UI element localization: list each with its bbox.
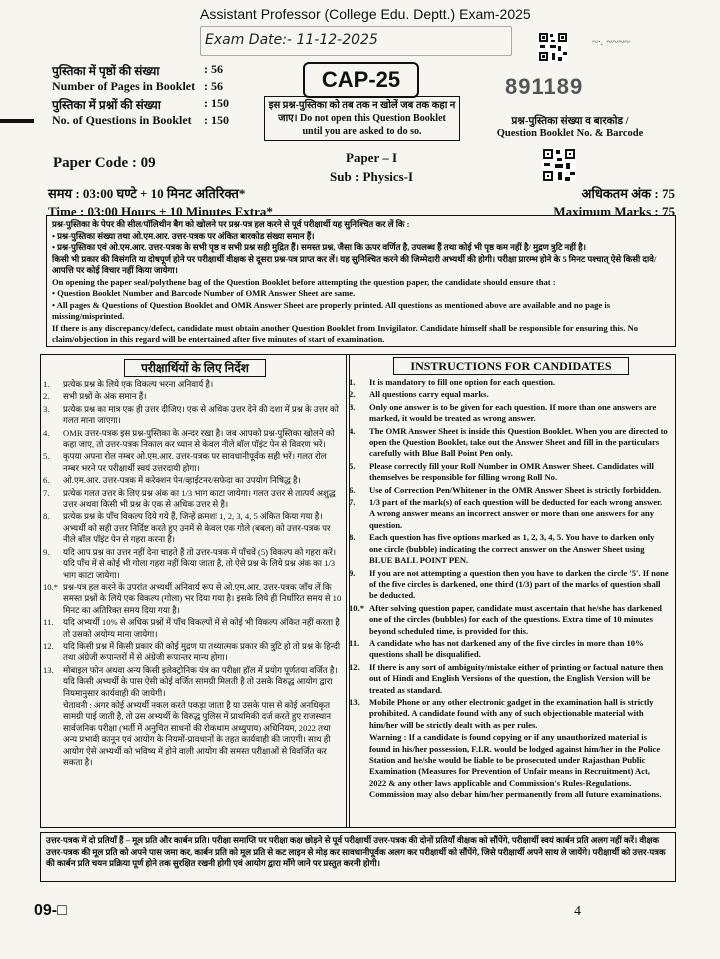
instruction-item bbox=[43, 379, 343, 390]
instruction-number: 10.* bbox=[349, 602, 365, 613]
instruction-item bbox=[349, 389, 669, 400]
instruction-number: 1. bbox=[43, 379, 50, 389]
instruction-text: Warning : If a candidate is found copying or if any unauthorized material is found in his/her possession, F.I.R. would be lodged against him/her in the Police Station and he/she would be liable to be prosecuted under Rajasthan Public Examination (Measures for Prevention of Unfair means in Recruitment) Act, 2022 & any other laws applicable and Commission's Rules-Regulations. Commission may also debar him/her permanently from all future examinations. bbox=[369, 732, 662, 800]
instruction-text: OMR उत्तर-पत्रक इस प्रश्न-पुस्तिका के अन्दर रखा है। जब आपको प्रश्न-पुस्तिका खोलने को कहा जाए, तो उत्तर-पत्रक निकाल कर ध्यान से केवल नीले बॉल पॉइंट पेन से विवरण भरें। bbox=[63, 427, 335, 450]
instruction-number: 6. bbox=[349, 484, 356, 495]
notice-line: • प्रश्न-पुस्तिका एवं ओ.एम.आर. उत्तर-पत्रक के सभी पृष्ठ व सभी प्रश्न सही मुद्रित हैं। समस्त प्रश्न, जैसा कि ऊपर वर्णित है, उपलब्ध हैं तथा कोई भी पृष्ठ कम नहीं है/ मुद्रण त्रुटि नहीं है। bbox=[52, 242, 586, 252]
instruction-text: चेतावनी : अगर कोई अभ्यर्थी नकल करते पकड़ा जाता है या उसके पास से कोई अनधिकृत सामग्री पाई जाती है, तो उस अभ्यर्थी के विरुद्ध पुलिस में प्राथमिकी दर्ज करते हुए राजस्थान सार्वजनिक परीक्षा (भर्ती में अनुचित साधनों की रोकथाम अध्युपाय) अधिनियम, 2022 तथा अन्य प्रभावी कानून एवं आयोग के नियमों-प्रावधानों के तहत कार्यवाही की जाएगी। साथ ही आयोग ऐसे अभ्यर्थी को भविष्य में होने वाली आयोग की समस्त परीक्षाओं से विवर्जित कर सकता है। bbox=[63, 699, 332, 767]
instruction-text: प्रत्येक प्रश्न का मात्र एक ही उत्तर दीजिए। एक से अधिक उत्तर देने की दशा में प्रश्न के उत्तर को गलत माना जाएगा। bbox=[63, 403, 339, 426]
instruction-number: 4. bbox=[349, 425, 356, 436]
footer-note: उत्तर-पत्रक में दो प्रतियाँ हैं – मूल प्रति और कार्बन प्रति। परीक्षा समाप्ति पर परीक्षा कक्ष छोड़ने से पूर्व परीक्षार्थी उत्तर-पत्रक की दोनों प्रतियाँ वीक्षक को सौंपेंगे, परीक्षार्थी स्वयं कार्बन प्रति अलग नहीं करें। वीक्षक उत्तर-पत्रक की मूल प्रति को अपने पास जमा कर, कार्बन प्रति को मूल प्रति से कट लाइन से मोड़ कर सावधानीपूर्वक अलग कर परीक्षार्थी को सौंपेंगे, जिसे परीक्षार्थी अपने साथ ले जायेंगे। परीक्षार्थी को उत्तर-पत्रक की कार्बन प्रति चयन प्रक्रिया पूर्ण होने तक सुरक्षित रखनी होगी एवं आयोग द्वारा माँगे जाने पर प्रस्तुत करनी होगी। bbox=[40, 832, 676, 882]
exam-title: Assistant Professor (College Edu. Deptt.) Exam-2025 bbox=[200, 6, 531, 22]
paper-number: Paper – I bbox=[346, 150, 398, 165]
marks-english: Maximum Marks : 75 bbox=[553, 204, 675, 219]
notice-line: • प्रश्न-पुस्तिका संख्या तथा ओ.एम.आर. उत्तर-पत्रक पर अंकित बारकोड संख्या समान हैं। bbox=[52, 230, 315, 241]
instruction-item bbox=[349, 732, 669, 800]
instruction-number: 4. bbox=[43, 427, 50, 438]
instruction-text: If there is any sort of ambiguity/mistake either of printing or factual nature then out of Hindi and English Versions of the question, the English Version will be treated as standard. bbox=[369, 661, 664, 695]
instruction-number: 9. bbox=[349, 567, 356, 578]
instruction-text: The OMR Answer Sheet is inside this Question Booklet. When you are directed to open the Question Booklet, take out the Answer Sheet and fill in the particulars carefully with Blue Ball Point Pen only. bbox=[369, 425, 668, 459]
hindi-instructions-title: परीक्षार्थियों के लिए निर्देश bbox=[124, 359, 266, 377]
pages-english-value: : 56 bbox=[204, 79, 223, 93]
instruction-text: यदि किसी प्रश्न में किसी प्रकार की कोई मुद्रण या तथ्यात्मक प्रकार की त्रुटि हो तो प्रश्न के हिन्दी तथा अंग्रेजी रूपान्तरों में से अंग्रेजी रूपान्तर मान्य होगा। bbox=[63, 640, 341, 663]
booklet-number: 891189 bbox=[505, 74, 584, 99]
seal-notice: इस प्रश्न-पुस्तिका को तब तक न खोलें जब तक कहा न जाए। Do not open this Question Booklet until you are asked to do so. bbox=[264, 96, 460, 141]
instruction-text: यदि अभ्यर्थी 10% से अधिक प्रश्नों में पाँच विकल्पों में से कोई भी विकल्प अंकित नहीं करता है तो उसको अयोग्य माना जायेगा। bbox=[63, 617, 340, 639]
instruction-item bbox=[349, 426, 669, 460]
instruction-number: 2. bbox=[349, 389, 356, 400]
instruction-item bbox=[349, 485, 669, 496]
paper-subject: Sub : Physics-I bbox=[330, 169, 414, 184]
instruction-text: कृपया अपना रोल नम्बर ओ.एम.आर. उत्तर-पत्रक पर सावधानीपूर्वक सही भरें। गलत रोल नम्बर भरने पर परीक्षार्थी स्वयं उत्तरदायी होगा। bbox=[63, 451, 327, 473]
barcode-icon bbox=[542, 148, 576, 182]
instruction-text: Use of Correction Pen/Whitener in the OMR Answer Sheet is strictly forbidden. bbox=[369, 484, 662, 495]
instruction-number: 5. bbox=[349, 460, 356, 471]
instruction-text: It is mandatory to fill one option for each question. bbox=[369, 377, 556, 387]
notice-line: • Question Booklet Number and Barcode Number of OMR Answer Sheet are same. bbox=[52, 288, 356, 298]
instruction-item bbox=[349, 497, 669, 531]
instruction-item bbox=[43, 511, 343, 545]
instruction-item bbox=[43, 547, 343, 581]
instruction-number: 13. bbox=[43, 664, 54, 675]
instruction-item bbox=[349, 603, 669, 637]
cap-code-badge: CAP-25 bbox=[303, 62, 419, 98]
instruction-number: 2. bbox=[43, 391, 50, 402]
instruction-item bbox=[43, 428, 343, 451]
instruction-number: 3. bbox=[43, 403, 50, 414]
questions-hindi-value: : 150 bbox=[204, 96, 229, 110]
instruction-item bbox=[43, 404, 343, 427]
paper-title bbox=[330, 150, 413, 185]
page-code: 09-□ bbox=[34, 902, 67, 919]
hindi-instructions bbox=[40, 354, 350, 828]
instruction-text: ओ.एम.आर. उत्तर-पत्रक में करेक्शन पेन/व्हाईटनर/सफेदा का उपयोग निषिद्ध है। bbox=[63, 475, 301, 486]
instruction-number: 12. bbox=[43, 640, 54, 651]
questions-hindi-label: पुस्तिका में प्रश्नों की संख्या bbox=[52, 98, 161, 112]
marks-hindi: अधिकतम अंक : 75 bbox=[581, 186, 675, 201]
instruction-text: A candidate who has not darkened any of the five circles in more than 10% questions shall be disqualified. bbox=[369, 637, 644, 660]
notice-line: If there is any discrepancy/defect, candidate must obtain another Question Booklet from Invigilator. Candidate himself shall be responsible for ensuring this. No claim/objection in this regard will be entertained after five minutes of start of examination. bbox=[52, 322, 639, 344]
instruction-number: 8. bbox=[349, 532, 356, 543]
instruction-item bbox=[349, 697, 669, 731]
instruction-item bbox=[349, 638, 669, 661]
instruction-item bbox=[43, 700, 343, 768]
instruction-number: 12. bbox=[349, 661, 360, 672]
instruction-item bbox=[43, 617, 343, 640]
instruction-text: यदि आप प्रश्न का उत्तर नहीं देना चाहते हैं तो उत्तर-पत्रक में पाँचवें (5) विकल्प को गहरा करें। यदि पाँच में से कोई भी गोला गहरा नहीं किया जाता है, तो ऐसे प्रश्न के लिये प्रश्न अंक का 1/3 भाग काटा जायेगा। bbox=[63, 546, 337, 580]
exam-date: Exam Date:- 11-12-2025 bbox=[205, 32, 378, 48]
instruction-number bbox=[349, 732, 369, 800]
instruction-item bbox=[43, 475, 343, 486]
instruction-item bbox=[43, 582, 343, 616]
instruction-number: 11. bbox=[349, 637, 360, 648]
instruction-text: After solving question paper, candidate must ascertain that he/she has darkened one of the circles (bubbles) for each of the questions. Extra time of 10 minutes beyond scheduled time, is provided for this. bbox=[369, 602, 662, 636]
instruction-item bbox=[349, 532, 669, 566]
time-hindi: समय : 03:00 घण्टे + 10 मिनट अतिरिक्त* bbox=[48, 186, 246, 201]
notice-line: On opening the paper seal/polythene bag of the Question Booklet before attempting the question paper, the candidate should ensure that : bbox=[52, 276, 556, 287]
english-instructions-title: INSTRUCTIONS FOR CANDIDATES bbox=[393, 357, 628, 375]
instruction-text: सभी प्रश्नों के अंक समान हैं। bbox=[63, 391, 147, 402]
pages-hindi-value: : 56 bbox=[204, 62, 223, 76]
time-english: Time : 03:00 Hours + 10 Minutes Extra* bbox=[48, 204, 273, 219]
english-instructions-list bbox=[347, 377, 675, 801]
instruction-text: प्रत्येक गलत उत्तर के लिए प्रश्न अंक का 1/3 भाग काटा जायेगा। गलत उत्तर से तात्पर्य अशुद्ध उत्तर अथवा किसी भी प्रश्न के एक से अधिक उत्तर से है। bbox=[63, 487, 336, 510]
instruction-text: Please correctly fill your Roll Number in OMR Answer Sheet. Candidates will themselves be responsible for filling wrong Roll No. bbox=[369, 460, 654, 483]
instruction-text: If you are not attempting a question then you have to darken the circle '5'. If none of the five circles is darkened, one third (1/3) part of the marks of question shall be deducted. bbox=[369, 567, 669, 601]
instruction-text: All questions carry equal marks. bbox=[369, 389, 489, 400]
instruction-item bbox=[43, 665, 343, 699]
booklet-label-english: Question Booklet No. & Barcode bbox=[496, 128, 644, 139]
questions-english-value: : 150 bbox=[204, 113, 229, 127]
instruction-number: 9. bbox=[43, 546, 50, 557]
notice-line: • All pages & Questions of Question Booklet and OMR Answer Sheet are properly printed. All questions as mentioned above are available and no page is missing/misprinted. bbox=[52, 299, 611, 321]
instruction-text: Only one answer is to be given for each question. If more than one answers are marked, it would be treated as wrong answer. bbox=[369, 401, 657, 424]
paper-code: Paper Code : 09 bbox=[53, 155, 156, 171]
instruction-number: 7. bbox=[349, 497, 356, 508]
notice-line: प्रश्न-पुस्तिका के पेपर की सील/पॉलिथीन बैग को खोलने पर प्रश्न-पत्र हल करने से पूर्व परीक्षार्थी यह सुनिश्चित कर लें कि : bbox=[52, 219, 410, 229]
qr-code-icon bbox=[538, 32, 568, 62]
instruction-text: प्रश्न-पत्र हल करने के उपरांत अभ्यर्थी अनिवार्य रूप से ओ.एम.आर. उत्तर-पत्रक जाँच लें कि समस्त प्रश्नों के लिये एक विकल्प (गोला) भर दिया गया है। इसके लिये ही निर्धारित समय से 10 मिनट का अतिरिक्त समय दिया गया है। bbox=[63, 581, 342, 615]
instruction-number: 8. bbox=[43, 511, 50, 522]
instruction-text: प्रत्येक प्रश्न के पाँच विकल्प दिये गये हैं, जिन्हें क्रमशः 1, 2, 3, 4, 5 अंकित किया गया है। अभ्यर्थी को सही उत्तर निर्दिष्ट करते हुए उनमें से केवल एक गोले (बबल) को उत्तर-पत्रक पर नीले बॉल पॉइंट पेन से गहरा करना है। bbox=[63, 511, 331, 545]
questions-english-label: No. of Questions in Booklet bbox=[52, 113, 192, 127]
instruction-number: 6. bbox=[43, 475, 50, 486]
instruction-text: Mobile Phone or any other electronic gadget in the examination hall is strictly prohibited. A candidate found with any of such objectionable material with him/her will be strictly dealt with as per rules. bbox=[369, 696, 654, 730]
pages-hindi-label: पुस्तिका में पृष्ठों की संख्या bbox=[52, 64, 160, 78]
notice-line: किसी भी प्रकार की विसंगति या दोषपूर्ण होने पर परीक्षार्थी वीक्षक से दूसरा प्रश्न-पत्र प्राप्त कर लें। यह सुनिश्चित करने की जिम्मेदारी अभ्यर्थी की होगी। परीक्षा प्रारम्भ होने के 5 मिनट पश्चात् ऐसे किसी दावे/आपत्ति पर कोई विचार नहीं किया जायेगा। bbox=[52, 253, 657, 275]
instruction-number: 7. bbox=[43, 487, 50, 498]
instruction-number: 5. bbox=[43, 451, 50, 462]
handwritten-scribble: ~·. ~~~~ bbox=[592, 36, 631, 48]
instruction-item bbox=[43, 451, 343, 474]
instruction-item bbox=[43, 641, 343, 664]
pre-exam-notice bbox=[46, 215, 676, 347]
instruction-number: 11. bbox=[43, 617, 54, 628]
instruction-item bbox=[349, 402, 669, 425]
instruction-text: मोबाइल फोन अथवा अन्य किसी इलेक्ट्रोनिक यंत्र का परीक्षा हॉल में प्रयोग पूर्णतया वर्जित है। यदि किसी अभ्यर्थी के पास ऐसी कोई वर्जित सामग्री मिलती है तो उसके विरुद्ध आयोग द्वारा नियमानुसार कार्यवाही की जायेगी। bbox=[63, 664, 338, 698]
hindi-instructions-list bbox=[41, 379, 349, 768]
instruction-item bbox=[349, 461, 669, 484]
instruction-text: प्रत्येक प्रश्न के लिये एक विकल्प भरना अनिवार्य है। bbox=[63, 379, 214, 389]
page-number: 4 bbox=[574, 904, 581, 919]
instruction-number: 1. bbox=[349, 377, 356, 387]
instruction-number: 13. bbox=[349, 696, 360, 707]
instruction-number: 10.* bbox=[43, 581, 59, 592]
pages-english-label: Number of Pages in Booklet bbox=[52, 79, 196, 93]
instruction-number: 3. bbox=[349, 401, 356, 412]
booklet-label-hindi: प्रश्न-पुस्तिका संख्या व बारकोड / bbox=[511, 116, 629, 127]
instruction-item bbox=[43, 488, 343, 511]
instruction-text: 1/3 part of the mark(s) of each question will be deducted for each wrong answer. A wrong answer means an incorrect answer or more than one answers for any question. bbox=[369, 497, 663, 530]
english-instructions bbox=[346, 354, 676, 828]
instruction-number bbox=[43, 700, 63, 768]
instruction-item bbox=[349, 662, 669, 696]
instruction-item bbox=[349, 568, 669, 602]
instruction-item bbox=[43, 391, 343, 402]
margin-mark bbox=[0, 119, 34, 123]
instruction-text: Each question has five options marked as 1, 2, 3, 4, 5. You have to darken only one circle (bubble) indicating the correct answer on the Answer Sheet using BLUE BALL POINT PEN. bbox=[369, 532, 655, 566]
instruction-item bbox=[349, 377, 669, 388]
